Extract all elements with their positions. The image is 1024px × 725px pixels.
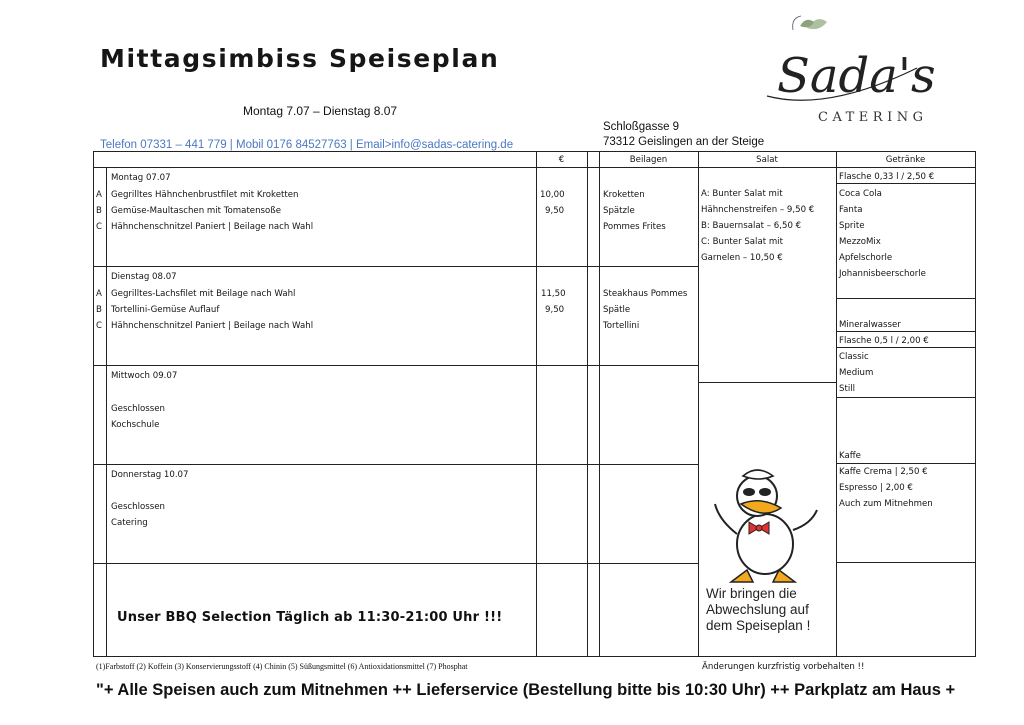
dish-name: Gemüse-Maultaschen mit Tomatensoße	[111, 206, 281, 216]
changes-note: Änderungen kurzfristig vorbehalten !!	[702, 662, 865, 672]
service-banner: "+ Alle Speisen auch zum Mitnehmen ++ Lieferservice (Bestellung bitte bis 10:30 Uhr) ++ Parkplatz am Haus +	[96, 681, 956, 699]
item-letter: B	[96, 206, 102, 216]
dish-side: Spätle	[603, 305, 631, 315]
col-salad: Salat	[756, 155, 778, 165]
date-range: Montag 7.07 – Dienstag 8.07	[243, 104, 398, 118]
col-drinks: Getränke	[885, 155, 926, 165]
item-letter: C	[96, 321, 103, 331]
dish-name: Tortellini-Gemüse Auflauf	[111, 305, 220, 315]
dish-side: Tortellini	[603, 321, 640, 331]
col-price: €	[558, 155, 565, 165]
salad-line: Hähnchenstreifen – 9,50 €	[701, 205, 815, 215]
dish-price: 11,50	[541, 289, 566, 299]
page-title: Mittagsimbiss Speiseplan	[100, 44, 500, 73]
day-label-tuesday: Dienstag 08.07	[111, 272, 177, 282]
price-column-line	[536, 151, 537, 656]
day-note: Geschlossen	[111, 502, 165, 512]
mascot-caption-line: Abwechslung auf	[706, 602, 809, 617]
drink-item: Fanta	[839, 205, 863, 215]
dish-price: 9,50	[545, 305, 565, 315]
logo-script: Sada's	[777, 48, 936, 104]
row-divider	[93, 266, 698, 267]
salad-line: C: Bunter Salat mit	[701, 237, 783, 247]
dish-side: Spätzle	[603, 206, 635, 216]
table-left-border	[93, 151, 94, 656]
col-sides: Beilagen	[629, 155, 668, 165]
drink-item: Apfelschorle	[839, 253, 893, 263]
drinks-column-line	[836, 151, 837, 656]
address-city: 73312 Geislingen an der Steige	[603, 136, 765, 148]
day-note: Geschlossen	[111, 404, 165, 414]
item-letter: C	[96, 222, 103, 232]
drink-divider	[836, 298, 976, 299]
table-right-border	[975, 151, 976, 656]
drink-item: Medium	[839, 368, 874, 378]
drink-item: Auch zum Mitnehmen	[839, 499, 933, 509]
drink-divider	[836, 463, 976, 464]
drink-item: MezzoMix	[839, 237, 881, 247]
drinks-water-header: Flasche 0,5 l / 2,00 €	[839, 336, 929, 346]
drink-item: Still	[839, 384, 855, 394]
day-label-thursday: Donnerstag 10.07	[111, 470, 189, 480]
day-note: Kochschule	[111, 420, 160, 430]
dish-side: Pommes Frites	[603, 222, 666, 232]
row-divider	[93, 365, 698, 366]
salad-line: Garnelen – 10,50 €	[701, 253, 783, 263]
table-header-bottom	[93, 167, 976, 168]
salad-divider	[698, 382, 836, 383]
dish-name: Gegrilltes-Lachsfilet mit Beilage nach Wahl	[111, 289, 296, 299]
mascot-caption-line: Wir bringen die	[706, 586, 797, 601]
drink-item: Johannisbeerschorle	[839, 269, 926, 279]
day-label-monday: Montag 07.07	[111, 173, 171, 183]
bbq-announcement: Unser BBQ Selection Täglich ab 11:30-21:00 Uhr !!!	[117, 610, 503, 625]
row-divider	[93, 464, 698, 465]
drinks-soft-header: Flasche 0,33 l / 2,50 €	[839, 172, 935, 182]
allergen-footnotes: (1)Farbstoff (2) Koffein (3) Konservierungsstoff (4) Chinin (5) Süßungsmittel (6) Antioxidationsmittel (7) Phosphat	[96, 662, 468, 671]
gap-column-line	[587, 151, 588, 656]
salad-line: B: Bauernsalat – 6,50 €	[701, 221, 802, 231]
address-street: Schloßgasse 9	[603, 121, 680, 133]
dish-side: Steakhaus Pommes	[603, 289, 688, 299]
table-top-border	[93, 151, 976, 152]
salad-column-line	[698, 151, 699, 656]
item-letter: B	[96, 305, 102, 315]
drink-divider	[836, 397, 976, 398]
drink-divider	[836, 183, 976, 184]
drink-item: Espresso | 2,00 €	[839, 483, 913, 493]
drink-item: Coca Cola	[839, 189, 882, 199]
drink-item: Classic	[839, 352, 869, 362]
item-letter: A	[96, 190, 102, 200]
row-divider	[93, 563, 698, 564]
duck-mascot-illustration	[705, 466, 830, 586]
dish-price: 10,00	[540, 190, 565, 200]
dish-name: Gegrilltes Hähnchenbrustfilet mit Kroketten	[111, 190, 299, 200]
sides-column-line	[599, 151, 600, 656]
item-letter: A	[96, 289, 102, 299]
drink-divider	[836, 331, 976, 332]
drink-divider	[836, 562, 976, 563]
drinks-coffee-title: Kaffe	[839, 451, 861, 461]
day-label-wednesday: Mittwoch 09.07	[111, 371, 178, 381]
drinks-water-title: Mineralwasser	[839, 320, 901, 330]
drink-item: Kaffe Crema | 2,50 €	[839, 467, 928, 477]
letter-column-line	[106, 167, 107, 656]
dish-name: Hähnchenschnitzel Paniert | Beilage nach Wahl	[111, 321, 314, 331]
dish-price: 9,50	[545, 206, 565, 216]
day-note: Catering	[111, 518, 148, 528]
logo-subtitle: CATERING	[818, 110, 928, 125]
contact-line: Telefon 07331 – 441 779 | Mobil 0176 84527763 | Email>info@sadas-catering.de	[100, 139, 514, 151]
salad-line: A: Bunter Salat mit	[701, 189, 783, 199]
table-bottom-border	[93, 656, 976, 657]
dish-name: Hähnchenschnitzel Paniert | Beilage nach Wahl	[111, 222, 314, 232]
dish-side: Kroketten	[603, 190, 645, 200]
drink-item: Sprite	[839, 221, 865, 231]
drink-divider	[836, 347, 976, 348]
mascot-caption-line: dem Speiseplan !	[706, 618, 811, 633]
